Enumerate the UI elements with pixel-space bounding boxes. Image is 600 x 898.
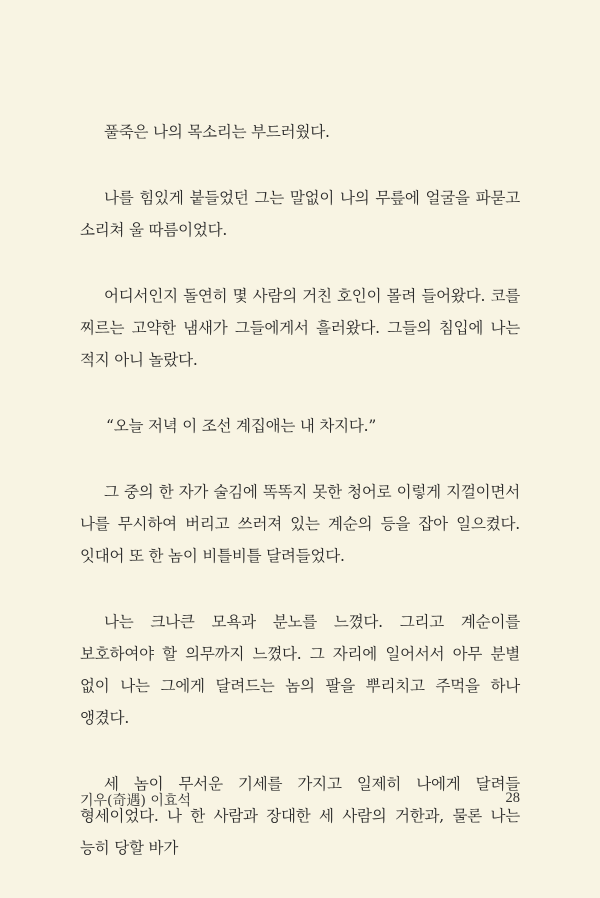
- page-number: 28: [505, 790, 520, 806]
- footer-book-title: 기우(奇遇) 이효석: [80, 793, 191, 809]
- paragraph: 그 중의 한 자가 술김에 똑똑지 못한 청어로 이렇게 지껄이면서 나를 무시하여 버리고 쓰러져 있는 계순의 등을 잡아 일으켰다. 잇대어 또 한 놈이 비틀비틀 달려들었다.: [80, 483, 520, 565]
- paragraph: 풀죽은 나의 목소리는 부드러웠다.: [104, 123, 330, 141]
- paragraph: 어디서인지 돌연히 몇 사람의 거친 호인이 몰려 들어왔다. 코를 찌르는 고약한 냄새가 그들에게서 흘러왔다. 그들의 침입에 나는 적지 아니 놀랐다.: [80, 287, 520, 369]
- page-body: [80, 116, 520, 898]
- paragraph: 나를 힘있게 붙들었던 그는 말없이 나의 무릎에 얼굴을 파묻고 소리쳐 울 따름이었다.: [80, 189, 520, 239]
- page-footer: [80, 790, 520, 814]
- paragraph: 세 놈이 무서운 기세를 가지고 일제히 나에게 달려들 형세이었다. 나 한 사람과 장대한 세 사람의 거한과, 물론 나는 능히 당할 바가: [80, 775, 520, 857]
- paragraph: 나는 크나큰 모욕과 분노를 느꼈다. 그리고 계순이를 보호하여야 할 의무까지 느꼈다. 그 자리에 일어서서 아무 분별 없이 나는 그에게 달려드는 놈의 팔을 뿌리치고 주먹을 하나 앵겼다.: [80, 613, 520, 727]
- dialogue-paragraph: “오늘 저녁 이 조선 계집애는 내 차지다.”: [106, 417, 377, 435]
